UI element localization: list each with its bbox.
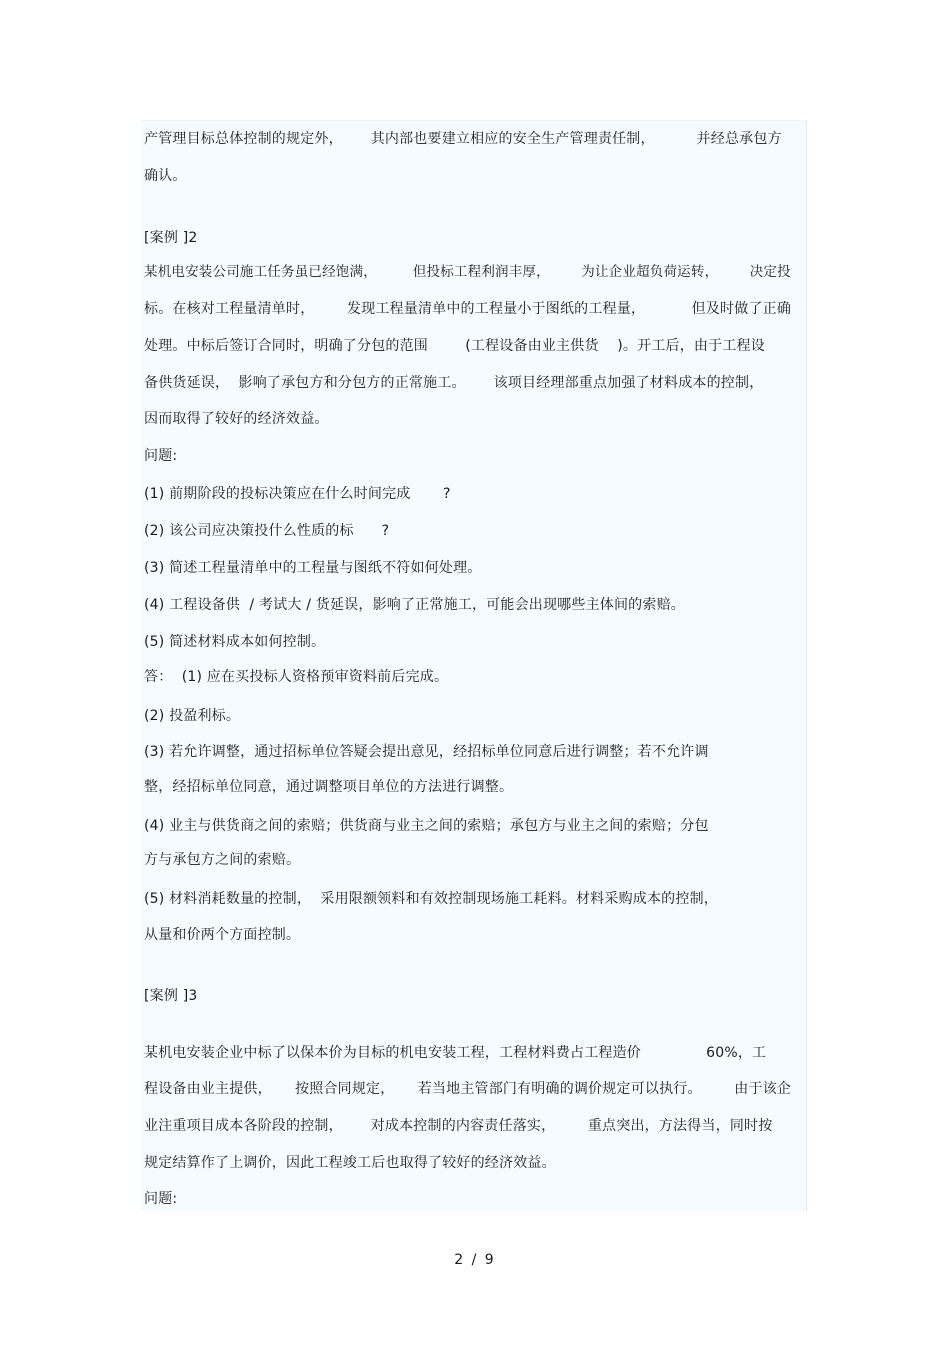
question-item: (5) 简述材料成本如何控制。 xyxy=(144,634,326,650)
answer-item: (2) 投盈利标。 xyxy=(144,708,241,724)
answer-item: (3) 若允许调整，通过招标单位答疑会提出意见，经招标单位同意后进行调整；若不允许调 xyxy=(144,744,709,760)
paragraph-line: 标。在核对工程量清单时， 发现工程量清单中的工程量小于图纸的工程量， 但及时做了正确 xyxy=(144,301,792,317)
paragraph-line: 因而取得了较好的经济效益。 xyxy=(144,411,329,427)
questions-heading: 问题: xyxy=(144,448,178,464)
answer-item: (5) 材料消耗数量的控制， 采用限额领料和有效控制现场施工耗料。材料采购成本的控制， xyxy=(144,891,718,907)
case-heading: [案例 ]3 xyxy=(144,988,198,1004)
page-number: 2 / 9 xyxy=(454,1252,496,1268)
answer-item: 整，经招标单位同意，通过调整项目单位的方法进行调整。 xyxy=(144,779,514,795)
paragraph-line: 某机电安装公司施工任务虽已经饱满， 但投标工程利润丰厚， 为让企业超负荷运转， 决定投 xyxy=(144,264,791,280)
paragraph-line: 处理。中标后签订合同时，明确了分包的范围 (工程设备由业主供货 )。开工后，由于工程设 xyxy=(144,338,765,354)
paragraph-line: 程设备由业主提供， 按照合同规定， 若当地主管部门有明确的调价规定可以执行。 由于该企 xyxy=(144,1081,792,1097)
paragraph-line: 产管理目标总体控制的规定外， 其内部也要建立相应的安全生产管理责任制， 并经总承包方 xyxy=(144,131,782,147)
case-heading: [案例 ]2 xyxy=(144,230,198,246)
question-item: (2) 该公司应决策投什么性质的标 ? xyxy=(144,523,390,539)
answer-item: 从量和价两个方面控制。 xyxy=(144,927,301,943)
answer-item: (4) 业主与供货商之间的索赔；供货商与业主之间的索赔；承包方与业主之间的索赔；分包 xyxy=(144,818,709,834)
question-item: (3) 简述工程量清单中的工程量与图纸不符如何处理。 xyxy=(144,560,482,576)
paragraph-line: 某机电安装企业中标了以保本价为目标的机电安装工程，工程材料费占工程造价 60%，工 xyxy=(144,1045,767,1061)
question-item: (1) 前期阶段的投标决策应在什么时间完成 ? xyxy=(144,486,451,502)
question-item: (4) 工程设备供 / 考试大 / 货延误，影响了正常施工，可能会出现哪些主体间的索赔。 xyxy=(144,597,685,613)
answer-item: 方与承包方之间的索赔。 xyxy=(144,852,301,868)
paragraph-line: 备供货延误， 影响了承包方和分包方的正常施工。 该项目经理部重点加强了材料成本的控制， xyxy=(144,375,764,391)
paragraph-line: 确认。 xyxy=(144,168,187,184)
paragraph-line: 业注重项目成本各阶段的控制， 对成本控制的内容责任落实， 重点突出，方法得当，同时按 xyxy=(144,1118,773,1134)
answer-item: 答： (1) 应在买投标人资格预审资料前后完成。 xyxy=(144,669,449,685)
paragraph-line: 规定结算作了上调价，因此工程竣工后也取得了较好的经济效益。 xyxy=(144,1155,556,1171)
questions-heading: 问题: xyxy=(144,1191,178,1207)
